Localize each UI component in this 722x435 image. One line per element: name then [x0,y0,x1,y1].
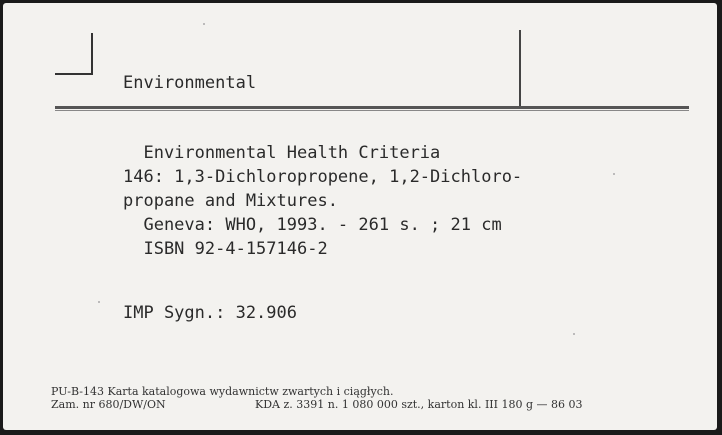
entry-title-line-1: Environmental Health Criteria [123,143,441,163]
corner-mark-vertical [91,33,93,73]
subject-heading: Environmental [123,73,257,93]
heading-rule [55,106,689,109]
column-divider [519,30,521,107]
entry-imprint-line: Geneva: WHO, 1993. - 261 s. ; 21 cm [123,215,502,235]
entry-title-line-2: 146: 1,3-Dichloropropene, 1,2-Dichloro- [123,167,523,187]
paper-speck [613,173,615,175]
heading-rule-thin [55,110,689,111]
call-number: IMP Sygn.: 32.906 [123,303,297,323]
footer-print-info: KDA z. 3391 n. 1 080 000 szt., karton kl. III 180 g — 86 03 [255,398,583,411]
catalog-card [3,3,717,430]
paper-speck [98,301,100,303]
corner-mark-horizontal [55,73,93,75]
entry-isbn-line: ISBN 92-4-157146-2 [123,239,328,259]
entry-title-line-3: propane and Mixtures. [123,191,338,211]
paper-speck [203,23,205,25]
footer-order-number: Zam. nr 680/DW/ON [51,398,166,411]
paper-speck [573,333,575,335]
footer-form-line: PU-B-143 Karta katalogowa wydawnictw zwartych i ciągłych. [51,385,394,398]
